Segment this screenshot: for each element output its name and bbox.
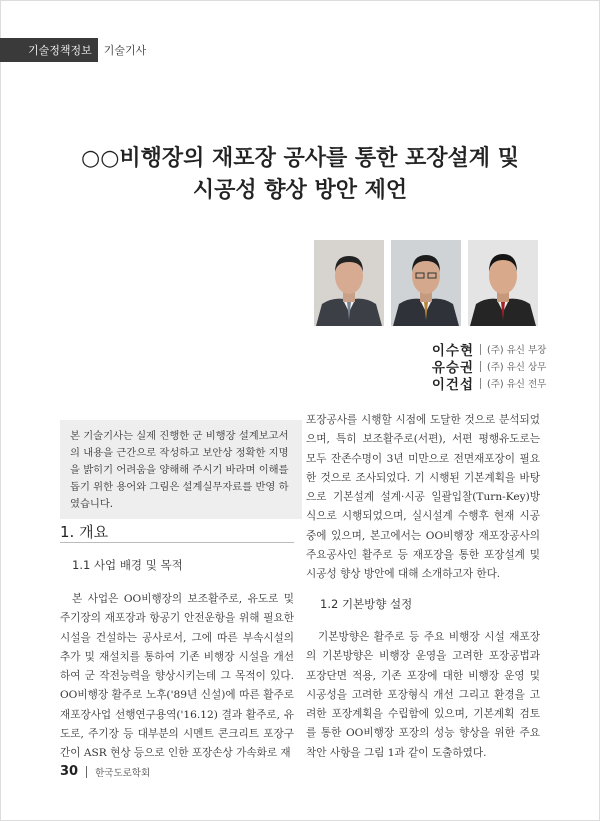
title-line-2: 시공성 향상 방안 제언 — [192, 178, 408, 203]
author-photo-3 — [468, 240, 538, 326]
footer-divider — [86, 766, 87, 778]
subcategory-label: 기술기사 — [103, 44, 147, 57]
author-3 — [420, 373, 546, 393]
body-paragraph-2: 포장공사를 시행할 시점에 도달한 것으로 분석되었으며, 특히 보조활주로(서편), 서편 평행유도로는 모두 잔존수명이 3년 미만으로 전면재포장이 필요한 것으로 조사되었다. 기 시행된 기본계획을 바탕으로 기본설계 설계·시공 일괄입찰(Turn-Key)방식으로 시행되었으며, 실시설계 수행후 현재 시공중에 있으며, 본고에서는 OO비행장 재포장공사의 주요공사인 활주로 등 재포장을 통한 포장설계 및 시공성 향상 방안에 대해 소개하고자 한다. — [306, 414, 540, 581]
subsection-heading-1-2: 1.2 기본방향 설정 — [320, 597, 413, 611]
author-divider — [480, 344, 481, 355]
category-label: 기술정책정보 — [0, 38, 98, 62]
author-photo-2 — [391, 240, 461, 326]
title-line-1: ○○비행장의 재포장 공사를 통한 포장설계 및 — [81, 146, 519, 171]
page-footer — [60, 764, 150, 779]
section-heading-rule — [60, 542, 294, 543]
author-affiliation: (주) 유신 부장 — [487, 345, 547, 356]
page-number: 30 — [60, 764, 79, 779]
body-paragraph-3: 기본방향은 활주로 등 주요 비행장 시설 재포장의 기본방향은 비행장 운영을 고려한 포장공법과 포장단면 적용, 기존 포장에 대한 비행장 운영 및 시공성을 고려한 포장형식 개선 그리고 환경을 고려한 포장계획을 수립함에 있으며, 기본계획 검토를 통한 OO비행장 포장의 성능 향상을 위한 주요 착안 사항을 그림 1과 같이 도출하였다. — [306, 631, 540, 759]
author-name: 이수현 — [431, 343, 474, 359]
author-name: 유승권 — [431, 360, 474, 376]
author-affiliation: (주) 유신 전무 — [487, 379, 547, 390]
author-photo-1 — [314, 240, 384, 326]
author-affiliation: (주) 유신 상무 — [487, 362, 547, 373]
section-tag — [0, 38, 146, 62]
body-paragraph-1: 본 사업은 OO비행장의 보조활주로, 유도로 및 주기장의 재포장과 항공기 안전운항을 위해 필요한 시설을 건설하는 공사로서, 그에 따른 부속시설의 추가 및 재설치를 통하여 기존 비행장 시설을 개선하여 군 작전능력을 향상시키는데 그 목적이 있다. OO비행장 활주로 노후('89년 신설)에 따른 활주로 재포장사업 선행연구용역('16.12) 결과 활주로, 유도로, 주기장 등 대부분의 시멘트 콘크리트 포장구간이 ASR 현상 등으로 인한 포장손상 가속화로 재 — [60, 593, 294, 760]
author-divider — [480, 361, 481, 372]
article-title — [0, 143, 600, 207]
section-heading: 1. 개요 — [60, 523, 109, 541]
abstract-box: 본 기술기사는 실제 진행한 군 비행장 설계보고서의 내용을 근간으로 작성하고 보안상 정확한 지명을 밝히기 어려움을 양해해 주시기 바라며 이해를 돕기 위한 용어와 그림은 설계실무자료를 반영 하였습니다. — [60, 420, 302, 519]
subsection-heading-1-1: 1.1 사업 배경 및 목적 — [72, 558, 183, 572]
author-name: 이건섭 — [431, 377, 474, 393]
publisher-name: 한국도로학회 — [95, 767, 151, 779]
author-divider — [480, 378, 481, 389]
